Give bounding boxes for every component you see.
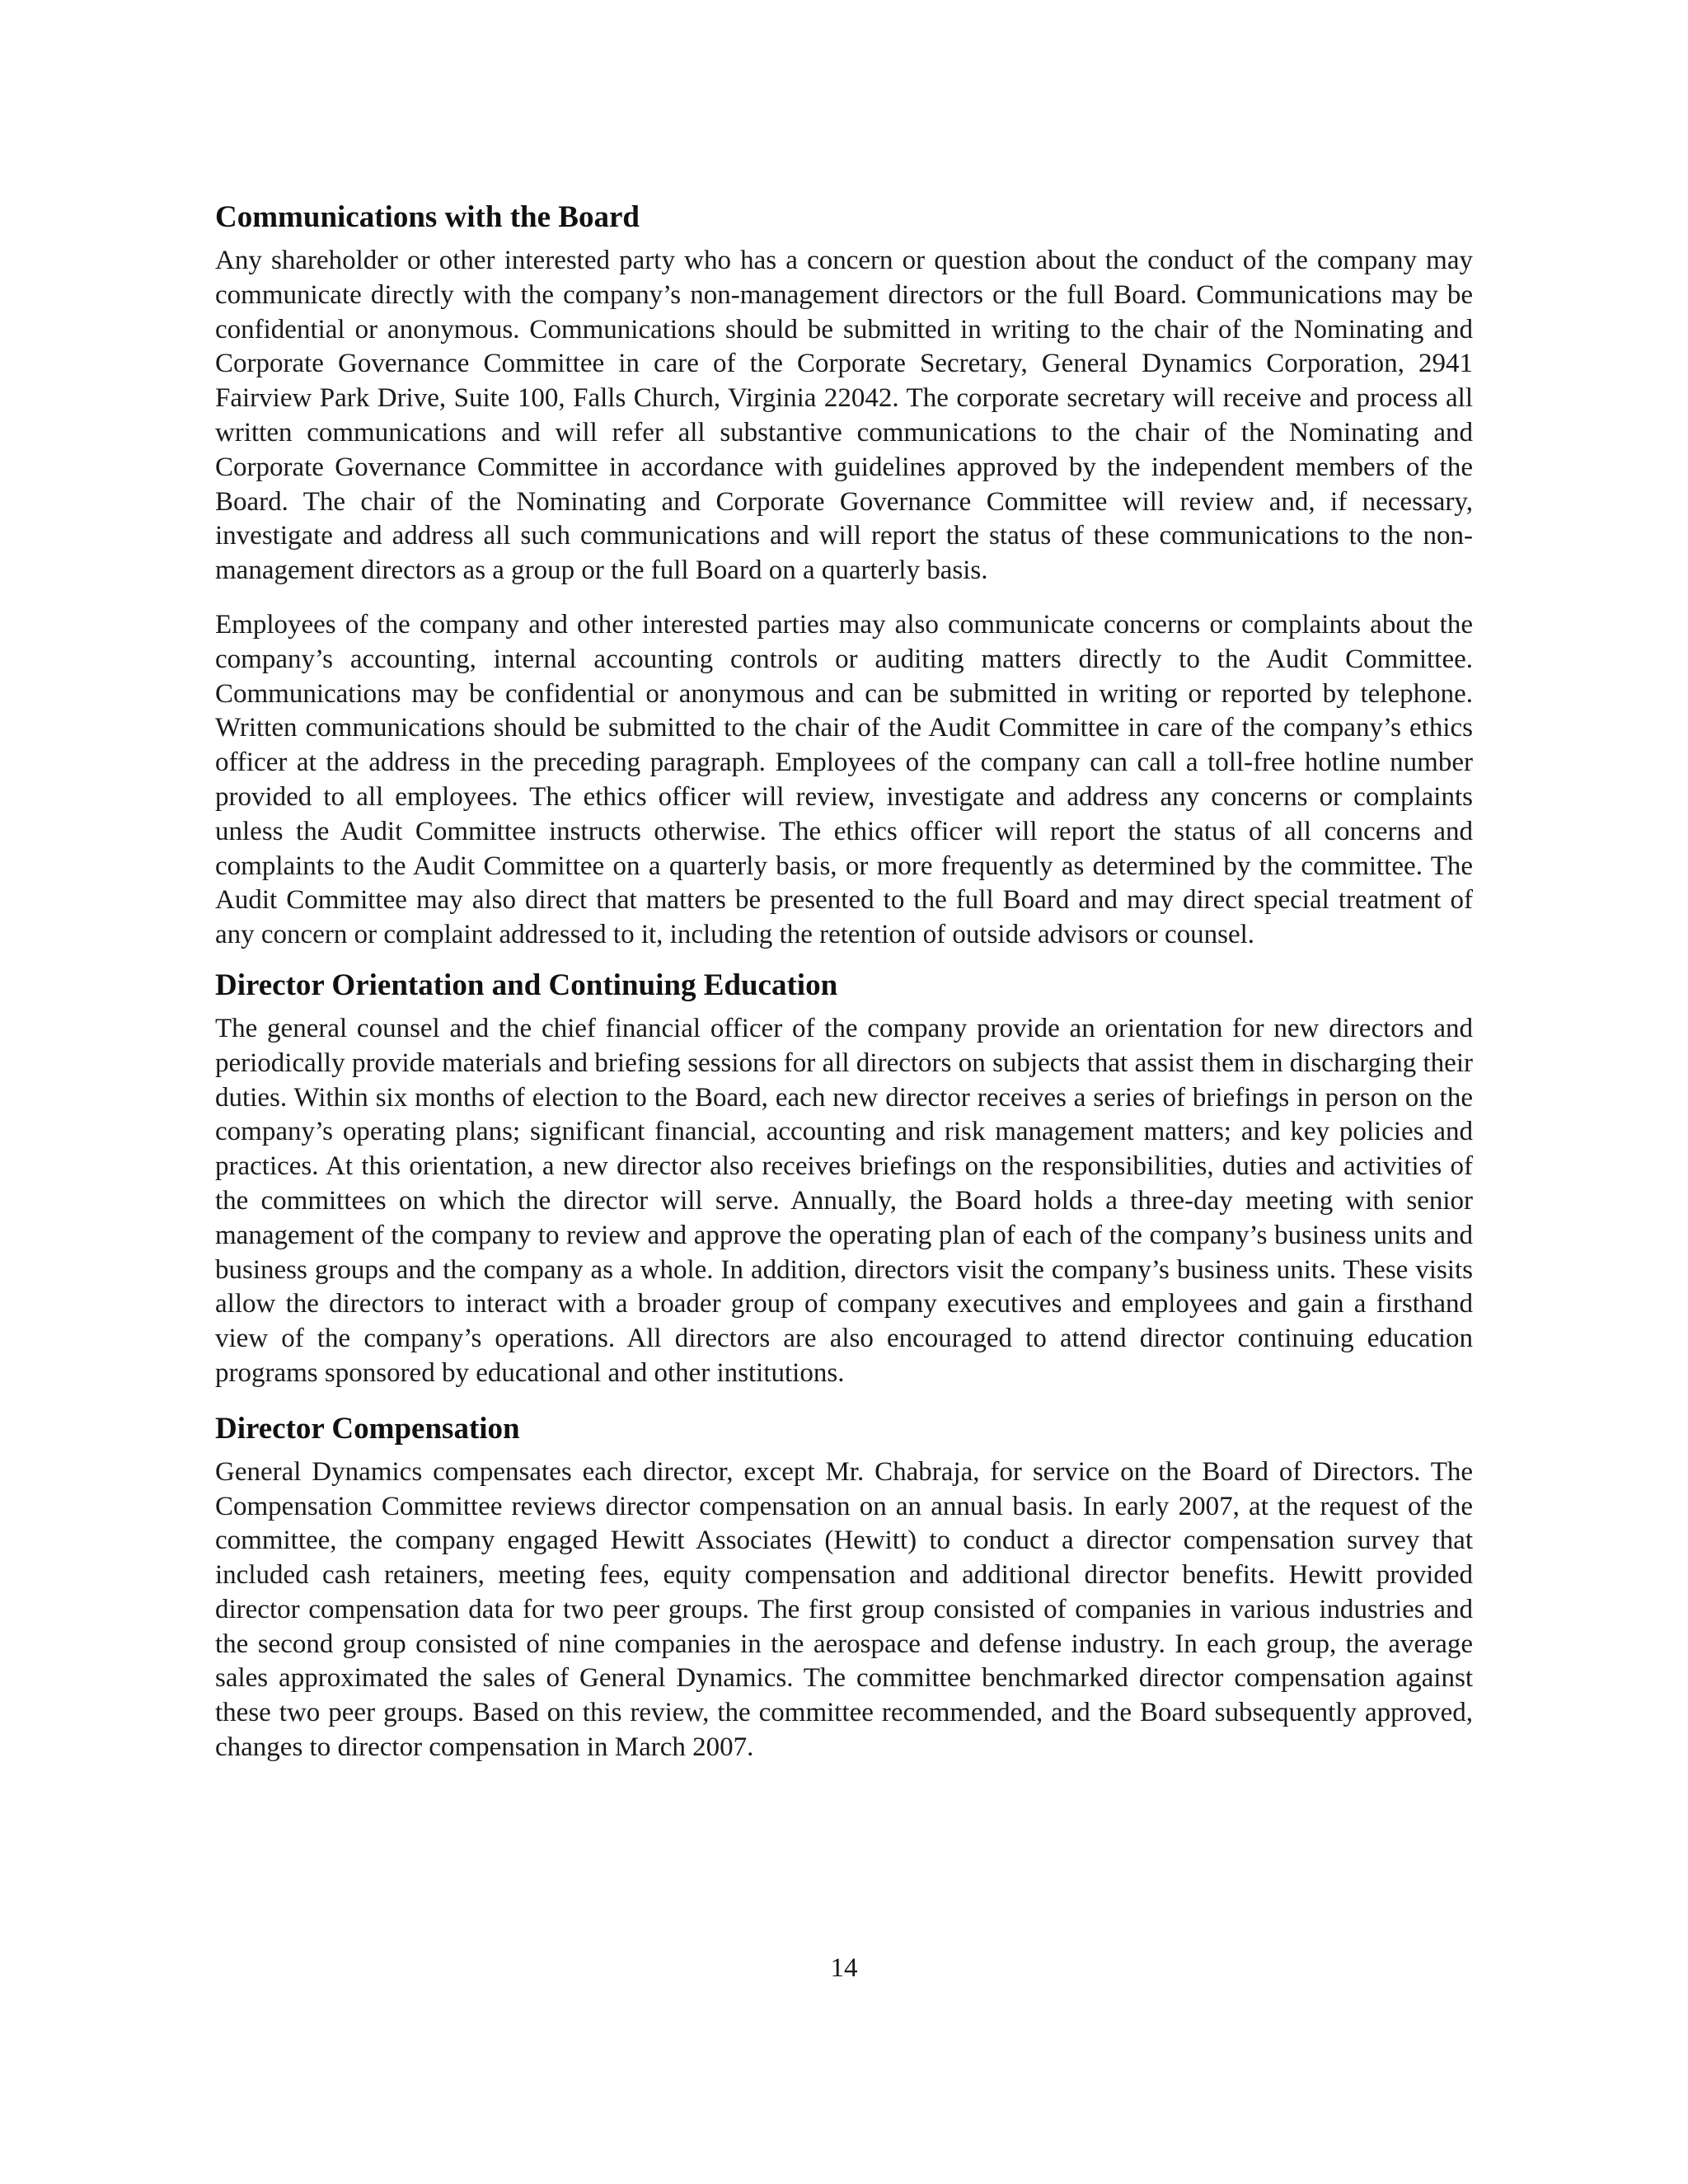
paragraph: The general counsel and the chief financial officer of the company provide an orientation for new directors and periodically provide materials and briefing sessions for all directors on subjects that assist them in discharging their duties. Within six months of election to the Board, each new director receives a series of briefings in person on the company’s operating plans; significant financial, accounting and risk management matters; and key policies and practices. At this orientation, a new director also receives briefings on the responsibilities, duties and activities of the committees on which the director will serve. Annually, the Board holds a three-day meeting with senior management of the company to review and approve the operating plan of each of the company’s business units and business groups and the company as a whole. In addition, directors visit the company’s business units. These visits allow the directors to interact with a broader group of company executives and employees and gain a firsthand view of the company’s operations. All directors are also encouraged to attend director continuing education programs sponsored by educational and other institutions. — [215, 1013, 1473, 1388]
paragraph: Any shareholder or other interested party who has a concern or question about the conduct of the company may communicate directly with the company’s non-management directors or the full Board. Communications may be confidential or anonymous. Communications should be submitted in writing to the chair of the Nominating and Corporate Governance Committee in care of the Corporate Secretary, General Dynamics Corporation, 2941 Fairview Park Drive, Suite 100, Falls Church, Virginia 22042. The corporate secretary will receive and process all written communications and will refer all substantive communications to the chair of the Nominating and Corporate Governance Committee in accordance with guidelines approved by the independent members of the Board. The chair of the Nominating and Corporate Governance Committee will review and, if necessary, investigate and address all such communications and will report the status of these communications to the non-management directors as a group or the full Board on a quarterly basis. — [215, 246, 1473, 586]
section-heading: Director Compensation — [215, 1411, 520, 1446]
section-heading: Communications with the Board — [215, 200, 640, 234]
page-number: 14 — [830, 1953, 858, 1983]
section-communications-with-board — [215, 198, 1473, 953]
document-page — [215, 198, 1473, 1765]
section-director-orientation — [215, 966, 1473, 1391]
section-director-compensation — [215, 1409, 1473, 1765]
paragraph: General Dynamics compensates each director, except Mr. Chabraja, for service on the Board of Directors. The Compensation Committee reviews director compensation on an annual basis. In early 2007, at the request of the committee, the company engaged Hewitt Associates (Hewitt) to conduct a director compensation survey that included cash retainers, meeting fees, equity compensation and additional director benefits. Hewitt provided director compensation data for two peer groups. The first group consisted of companies in various industries and the second group consisted of nine companies in the aerospace and defense industry. In each group, the average sales approximated the sales of General Dynamics. The committee benchmarked director compensation against these two peer groups. Based on this review, the committee recommended, and the Board subsequently approved, changes to director compensation in March 2007. — [215, 1456, 1473, 1763]
paragraph: Employees of the company and other interested parties may also communicate concerns or complaints about the company’s accounting, internal accounting controls or auditing matters directly to the Audit Committee. Communications may be confidential or anonymous and can be submitted in writing or reported by telephone. Written communications should be submitted to the chair of the Audit Committee in care of the company’s ethics officer at the address in the preceding paragraph. Employees of the company can call a toll-free hotline number provided to all employees. The ethics officer will review, investigate and address any concerns or complaints unless the Audit Committee instructs otherwise. The ethics officer will report the status of all concerns and complaints to the Audit Committee on a quarterly basis, or more frequently as determined by the committee. The Audit Committee may also direct that matters be presented to the full Board and may direct special treatment of any concern or complaint addressed to it, including the retention of outside advisors or counsel. — [215, 609, 1473, 950]
section-heading: Director Orientation and Continuing Education — [215, 968, 838, 1002]
